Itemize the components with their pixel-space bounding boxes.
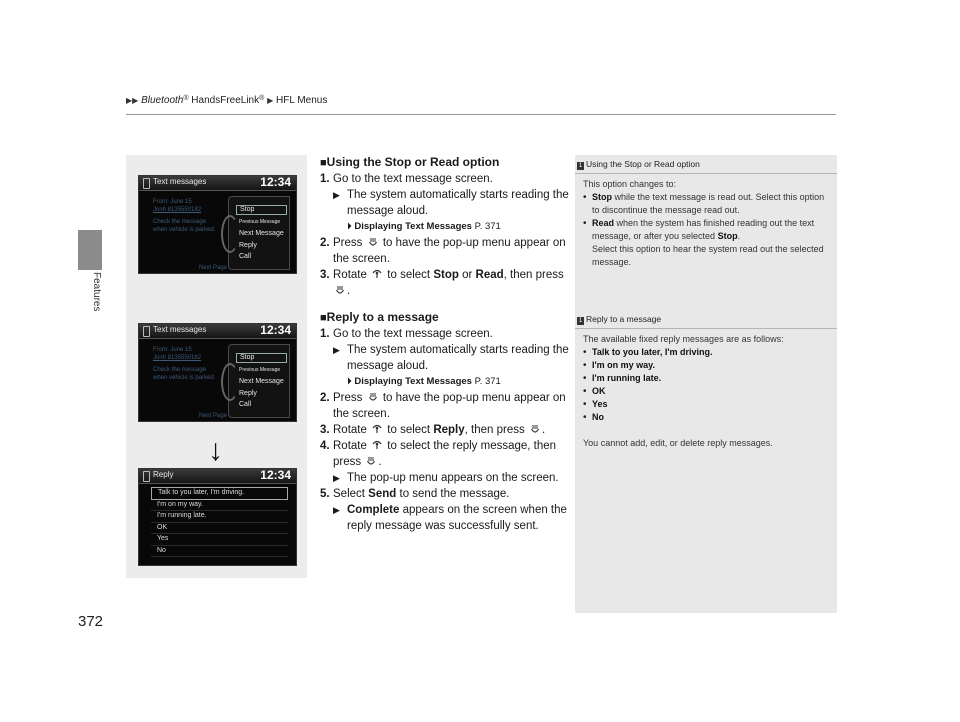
breadcrumb-bluetooth: Bluetooth <box>141 95 184 106</box>
message-bg-line: Next Page <box>199 265 228 271</box>
note-bullet: • Stop while the text message is read out. Select this option to discontinue the message read out. <box>583 191 829 217</box>
substep: ▶ Complete appears on the screen when the reply message was successfully sent. <box>333 504 567 532</box>
message-bg-line: Check the message <box>153 219 207 225</box>
message-bg-line: Jonh 8135550182 <box>153 355 202 361</box>
breadcrumb <box>126 95 327 106</box>
breadcrumb-arrow-icon: ▶▶ <box>126 96 139 105</box>
popup-item-previous[interactable]: Previous Message <box>239 367 281 373</box>
page-number: 372 <box>78 613 104 630</box>
note-bullet: • Read when the system has finished reading out the text message, or after you selected Stop. Select this option to hear the system read out the selected message. <box>583 217 829 269</box>
popup-item-stop[interactable]: Stop <box>236 205 287 215</box>
popup-item-next[interactable]: Next Message <box>239 378 284 385</box>
popup-item-reply[interactable]: Reply <box>239 390 257 397</box>
step: 4. Rotate to select the reply message, then press . <box>320 440 557 468</box>
screen-clock: 12:34 <box>260 468 291 482</box>
note-heading: 1 Reply to a message <box>575 313 837 329</box>
section-heading: ■Reply to a message <box>320 310 439 324</box>
note-stop-read <box>575 158 837 269</box>
note-bullet: • I'm on my way. <box>583 359 829 372</box>
substep: ▶ The system automatically starts reading the message aloud. <box>333 189 569 217</box>
reply-item[interactable]: Talk to you later, I'm driving. <box>151 487 288 500</box>
result-arrow-icon: ▶ <box>333 345 340 355</box>
step: 2. Press to have the pop-up menu appear on the screen. <box>320 392 566 420</box>
screen-title: Text messages <box>153 177 207 186</box>
section-stop-read <box>320 154 570 299</box>
reply-item[interactable]: I'm running late. <box>151 511 288 523</box>
result-arrow-icon: ▶ <box>333 190 340 200</box>
registered-mark: ® <box>183 95 189 102</box>
section-reply <box>320 309 570 534</box>
section-heading: ■Using the Stop or Read option <box>320 155 500 169</box>
phone-icon <box>143 326 150 337</box>
screen-text-messages-2 <box>138 323 297 422</box>
note-bullet: • Yes <box>583 398 829 411</box>
note-heading: 1 Using the Stop or Read option <box>575 158 837 174</box>
popup-item-reply[interactable]: Reply <box>239 242 257 249</box>
phone-icon <box>143 471 150 482</box>
message-bg-line: From: June 15 <box>153 347 192 353</box>
press-dial-icon <box>368 392 378 402</box>
popup-menu <box>228 196 290 270</box>
rotate-dial-icon <box>372 440 382 450</box>
result-arrow-icon: ▶ <box>333 505 340 515</box>
note-marker-icon: 1 <box>578 163 583 169</box>
note-bullet: • Talk to you later, I'm driving. <box>583 346 829 359</box>
popup-item-call[interactable]: Call <box>239 401 252 408</box>
screen-titlebar <box>139 324 296 339</box>
dial-indicator-icon <box>221 363 239 401</box>
registered-mark: ® <box>259 95 265 102</box>
substep: ▶ The pop-up menu appears on the screen. <box>333 472 559 484</box>
screen-title: Reply <box>153 470 174 479</box>
screen-clock: 12:34 <box>260 323 291 337</box>
note-text: You cannot add, edit, or delete reply messages. <box>583 438 773 448</box>
press-dial-icon <box>335 285 345 295</box>
note-text: The available fixed reply messages are as follows: <box>583 334 784 344</box>
cross-reference[interactable]: ⏵ Displaying Text Messages P. 371 <box>347 221 501 232</box>
note-bullet: • OK <box>583 385 829 398</box>
popup-item-stop[interactable]: Stop <box>236 353 287 363</box>
reply-item[interactable]: Yes <box>151 534 288 546</box>
popup-item-next[interactable]: Next Message <box>239 230 284 237</box>
side-tab-marker <box>78 230 102 270</box>
message-bg-line: Check the message <box>153 367 207 373</box>
screen-reply <box>138 468 297 566</box>
step: 2. Press to have the pop-up menu appear on the screen. <box>320 237 566 265</box>
note-text: This option changes to: <box>583 179 677 189</box>
reply-item[interactable]: I'm on my way. <box>151 500 288 512</box>
reply-item[interactable]: No <box>151 546 288 558</box>
note-bullet: • I'm running late. <box>583 372 829 385</box>
screen-text-messages-1 <box>138 175 297 274</box>
reference-icon: ⏵ <box>347 221 355 232</box>
down-arrow-icon: ↓ <box>208 434 223 467</box>
popup-item-call[interactable]: Call <box>239 253 252 260</box>
screen-title: Text messages <box>153 325 207 334</box>
message-bg-line: when vehicle is parked. <box>153 227 216 233</box>
step: 5. Select Send to send the message. <box>320 488 510 500</box>
step: 1. Go to the text message screen. <box>320 328 493 340</box>
breadcrumb-handsfreelink: HandsFreeLink <box>188 95 260 106</box>
side-tab-label: Features <box>91 272 102 312</box>
step: 1. Go to the text message screen. <box>320 173 493 185</box>
substep: ▶ The system automatically starts reading the message aloud. <box>333 344 569 372</box>
note-bullet: • No <box>583 411 829 424</box>
cross-reference[interactable]: ⏵ Displaying Text Messages P. 371 <box>347 376 501 387</box>
message-bg-line: Next Page <box>199 413 228 419</box>
rotate-dial-icon <box>372 424 382 434</box>
header-divider <box>126 114 836 115</box>
popup-menu <box>228 344 290 418</box>
reply-list <box>151 487 288 557</box>
note-reply <box>575 313 837 450</box>
press-dial-icon <box>366 456 376 466</box>
breadcrumb-hfl-menus: HFL Menus <box>276 95 328 106</box>
message-bg-line: Jonh 8135550182 <box>153 207 202 213</box>
screen-titlebar <box>139 469 296 484</box>
popup-item-previous[interactable]: Previous Message <box>239 219 281 225</box>
message-bg-line: From: June 15 <box>153 199 192 205</box>
message-bg-line: when vehicle is parked. <box>153 375 216 381</box>
step: 3. Rotate to select Reply, then press . <box>320 424 546 436</box>
breadcrumb-arrow-icon: ▶ <box>267 96 274 105</box>
note-marker-icon: 1 <box>578 318 583 324</box>
phone-icon <box>143 178 150 189</box>
screen-titlebar <box>139 176 296 191</box>
press-dial-icon <box>368 237 378 247</box>
rotate-dial-icon <box>372 269 382 279</box>
dial-indicator-icon <box>221 215 239 253</box>
step: 3. Rotate to select Stop or Read, then press . <box>320 269 564 297</box>
press-dial-icon <box>530 424 540 434</box>
result-arrow-icon: ▶ <box>333 473 340 483</box>
reference-icon: ⏵ <box>347 376 355 387</box>
screen-clock: 12:34 <box>260 175 291 189</box>
reply-item[interactable]: OK <box>151 523 288 535</box>
